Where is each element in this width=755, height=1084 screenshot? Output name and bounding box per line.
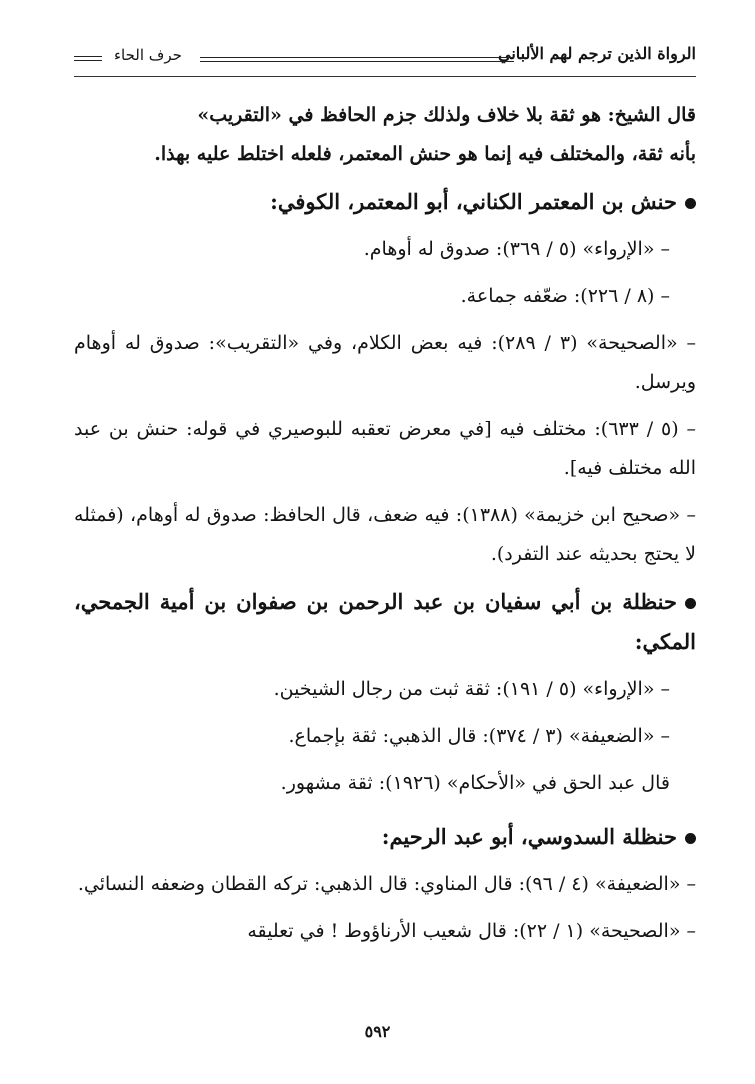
header-section: حرف الحاء xyxy=(114,46,182,64)
intro-line-2: بأنه ثقة، والمختلف فيه إنما هو حنش المعتمر، فلعله اختلط عليه بهذا. xyxy=(154,143,696,165)
header-rule xyxy=(74,76,696,77)
entry-item: – «الضعيفة» (٣ / ٣٧٤): قال الذهبي: ثقة بإجماع. xyxy=(288,725,670,747)
entry-item: – «الإرواء» (٥ / ٣٦٩): صدوق له أوهام. xyxy=(363,238,670,260)
entry-item: – «الإرواء» (٥ / ١٩١): ثقة ثبت من رجال الشيخين. xyxy=(273,678,670,700)
entry-heading xyxy=(74,582,696,662)
bullet-icon xyxy=(685,598,696,609)
entry-item: قال عبد الحق في «الأحكام» (١٩٢٦): ثقة مشهور. xyxy=(280,772,670,794)
entry-item: – «الصحيحة» (٣ / ٢٨٩): فيه بعض الكلام، وفي «التقريب»: صدوق له أوهام ويرسل. xyxy=(74,332,697,393)
entry-item: – (٨ / ٢٢٦): ضعّفه جماعة. xyxy=(460,285,670,307)
intro-line-1: قال الشيخ: هو ثقة بلا خلاف ولذلك جزم الحافظ في «التقريب» xyxy=(197,104,696,126)
entry-item: – «الصحيحة» (١ / ٢٢): قال شعيب الأرناؤوط ! في تعليقه xyxy=(247,920,696,942)
entry-name: حنش بن المعتمر الكناني، أبو المعتمر، الكوفي: xyxy=(270,189,677,214)
entry-name: حنظلة السدوسي، أبو عبد الرحيم: xyxy=(381,824,677,849)
bullet-icon xyxy=(685,198,696,209)
header-title: الرواة الذين ترجم لهم الألباني xyxy=(498,44,696,63)
page-number: ٥٩٢ xyxy=(364,1022,391,1041)
entry-heading xyxy=(74,817,696,857)
page-content xyxy=(74,96,696,951)
entry-name: حنظلة بن أبي سفيان بن عبد الرحمن بن صفوان بن أمية الجمحي، المكي: xyxy=(74,589,696,654)
running-header xyxy=(74,44,696,78)
header-dash xyxy=(74,56,102,61)
bullet-icon xyxy=(685,833,696,844)
header-divider-line xyxy=(200,57,514,62)
entry-item: – «صحيح ابن خزيمة» (١٣٨٨): فيه ضعف، قال الحافظ: صدوق له أوهام، (فمثله لا يحتج بحديثه عند التفرد). xyxy=(74,504,696,565)
entry-item: – «الضعيفة» (٤ / ٩٦): قال المناوي: قال الذهبي: تركه القطان وضعفه النسائي. xyxy=(77,873,696,895)
entry-heading xyxy=(74,182,696,222)
entry-item: – (٥ / ٦٣٣): مختلف فيه [في معرض تعقبه للبوصيري في قوله: حنش بن عبد الله مختلف فيه]. xyxy=(74,418,697,479)
